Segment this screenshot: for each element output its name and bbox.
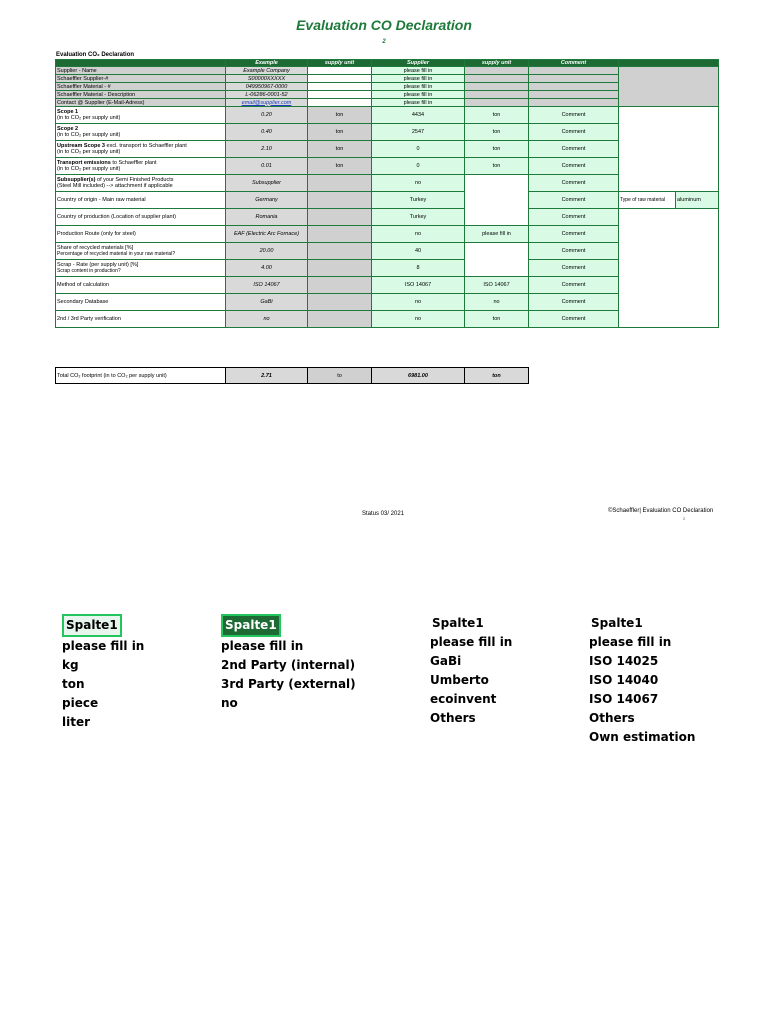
row-label: Contact @ Supplier (E-Mail-Adress) — [56, 99, 226, 107]
supplier-field[interactable]: 40 — [372, 243, 465, 260]
example-email-link[interactable]: email@supplier.com — [241, 99, 292, 106]
unit-value: ton — [308, 124, 372, 141]
declaration-table — [55, 59, 719, 328]
row-sublabel: (in to CO₂ per supply unit) — [57, 166, 121, 172]
row-label: Supplier - Name — [56, 67, 226, 75]
supplier-field[interactable]: please fill in — [372, 83, 465, 91]
list-item[interactable]: ton — [62, 677, 85, 691]
comment-field[interactable]: Comment — [529, 141, 619, 158]
row-sublabel: (in to CO₂ per supply unit) — [57, 115, 121, 121]
table-row — [56, 67, 719, 75]
row-label: Scrap - Rate (per supply unit) [%] — [57, 262, 139, 268]
header-supply-unit: supply unit — [308, 60, 372, 67]
total-footprint-table — [55, 367, 529, 384]
supplier-field[interactable]: 4434 — [372, 107, 465, 124]
supplier-unit[interactable]: ton — [465, 141, 529, 158]
example-value: Subsupplier — [226, 175, 308, 192]
example-value: no — [226, 311, 308, 328]
example-value: 4.00 — [226, 260, 308, 277]
row-sublabel: Percentage of recycled material in your raw material? — [57, 251, 176, 257]
raw-material-type-value[interactable]: aluminum — [676, 192, 719, 209]
supplier-unit[interactable]: ton — [465, 311, 529, 328]
row-label: Subsupplier(s) — [57, 177, 96, 183]
example-value: 0.20 — [226, 107, 308, 124]
example-value: ISO 14067 — [226, 277, 308, 294]
list-item[interactable]: please fill in — [589, 635, 672, 649]
list-item[interactable]: 3rd Party (external) — [221, 677, 356, 691]
supplier-field[interactable]: Turkey — [372, 192, 465, 209]
list-item[interactable]: GaBi — [430, 654, 462, 668]
list-item[interactable]: kg — [62, 658, 79, 672]
example-value: S00000XXXXX — [226, 75, 308, 83]
example-value: 2.10 — [226, 141, 308, 158]
list-item[interactable]: liter — [62, 715, 91, 729]
example-value: 049950967-0000 — [226, 83, 308, 91]
example-value: 20.00 — [226, 243, 308, 260]
row-label-rest: to Schaeffler plant — [110, 160, 157, 166]
unit-value: ton — [308, 141, 372, 158]
table-header-row — [56, 60, 719, 67]
comment-field[interactable]: Comment — [529, 277, 619, 294]
list-header[interactable]: Spalte1 — [432, 616, 484, 630]
comment-field[interactable]: Comment — [529, 243, 619, 260]
list-item[interactable]: please fill in — [221, 639, 304, 653]
raw-material-type-label: Type of raw material — [619, 192, 676, 209]
verification-options-list — [221, 614, 356, 713]
supplier-field[interactable]: no — [372, 294, 465, 311]
supplier-field[interactable]: 0 — [372, 158, 465, 175]
header-comment: Comment — [529, 60, 619, 67]
example-value: Romania — [226, 209, 308, 226]
list-item[interactable]: Umberto — [430, 673, 489, 687]
supplier-field[interactable]: no — [372, 175, 465, 192]
supplier-unit[interactable]: please fill in — [465, 226, 529, 243]
table-row — [56, 107, 719, 124]
total-label: Total CO₂ footprint (in to CO₂ per supply unit) — [56, 368, 226, 384]
unit-value: ton — [308, 107, 372, 124]
list-header[interactable]: Spalte1 — [591, 616, 643, 630]
comment-field[interactable]: Comment — [529, 107, 619, 124]
example-value: Example Company — [226, 67, 308, 75]
supplier-field[interactable]: no — [372, 226, 465, 243]
total-supplier: 6981.00 — [372, 368, 465, 384]
footer-page-number: 2 — [683, 516, 686, 521]
row-sublabel: (in to CO₂ per supply unit) — [57, 149, 121, 155]
page-number: 2 — [382, 39, 386, 45]
example-value: EAF (Electric Arc Fornace) — [226, 226, 308, 243]
total-example: 2.71 — [226, 368, 308, 384]
list-header[interactable]: Spalte1 — [221, 614, 281, 637]
total-unit-2: ton — [465, 368, 529, 384]
row-label: Share of recycled materials [%] — [57, 245, 134, 251]
table-row — [56, 209, 719, 226]
list-item[interactable]: please fill in — [430, 635, 513, 649]
comment-field[interactable]: Comment — [529, 226, 619, 243]
comment-field[interactable]: Comment — [529, 209, 619, 226]
footer-text: ©Schaeffler| Evaluation CO Declaration — [608, 508, 714, 514]
supplier-field[interactable]: no — [372, 311, 465, 328]
header-example: Example — [226, 60, 308, 67]
row-label-rest: excl. transport to Schaeffler plant — [105, 143, 187, 149]
list-item[interactable]: 2nd Party (internal) — [221, 658, 356, 672]
status-text: Status 03/ 2021 — [362, 511, 405, 517]
row-label: Scope 2 — [57, 126, 79, 132]
row-label: Country of origin - Main raw material — [56, 192, 226, 209]
list-item[interactable]: Others — [430, 711, 476, 725]
list-item[interactable]: ISO 14040 — [589, 673, 659, 687]
row-label: Method of calculation — [56, 277, 226, 294]
comment-field[interactable]: Comment — [529, 192, 619, 209]
row-label: Country of production (Location of supplier plant) — [56, 209, 226, 226]
comment-field[interactable]: Comment — [529, 294, 619, 311]
example-value: L-06286-0001-52 — [226, 91, 308, 99]
row-label: Scope 1 — [57, 109, 79, 115]
supplier-field[interactable]: please fill in — [372, 75, 465, 83]
supplier-unit[interactable]: ton — [465, 158, 529, 175]
row-label: 2nd / 3rd Party verification — [56, 311, 226, 328]
comment-field[interactable]: Comment — [529, 311, 619, 328]
example-value: 0.40 — [226, 124, 308, 141]
list-item[interactable]: no — [221, 696, 238, 710]
supplier-field[interactable]: please fill in — [372, 91, 465, 99]
row-label-rest: of your Semi Finished Products — [95, 177, 174, 183]
row-label: Secondary Database — [56, 294, 226, 311]
header-supplier: Supplier — [372, 60, 465, 67]
row-label: Upstream Scope 3 — [57, 143, 105, 149]
total-row — [56, 368, 529, 384]
list-item[interactable]: ISO 14067 — [589, 692, 659, 706]
row-label: Schaeffler Supplier-# — [56, 75, 226, 83]
example-value: Germany — [226, 192, 308, 209]
list-item[interactable]: ecoinvent — [430, 692, 497, 706]
row-label: Transport emissions — [57, 160, 111, 166]
header-supply-unit-2: supply unit — [465, 60, 529, 67]
unit-value: ton — [308, 158, 372, 175]
comment-field[interactable]: Comment — [529, 260, 619, 277]
list-item[interactable]: Others — [589, 711, 635, 725]
supplier-field[interactable]: Turkey — [372, 209, 465, 226]
supplier-unit[interactable]: ton — [465, 107, 529, 124]
row-label: Production Route (only for steel) — [56, 226, 226, 243]
supplier-unit[interactable]: ISO 14067 — [465, 277, 529, 294]
supplier-field[interactable]: please fill in — [372, 67, 465, 75]
database-options-list — [430, 614, 512, 728]
comment-field[interactable]: Comment — [529, 175, 619, 192]
supplier-unit[interactable]: ton — [465, 124, 529, 141]
row-label: Schaeffler Material - # — [56, 83, 226, 91]
list-item[interactable]: piece — [62, 696, 99, 710]
supplier-unit[interactable]: no — [465, 294, 529, 311]
row-sublabel: Scrap content in production? — [57, 268, 121, 274]
supplier-field[interactable]: please fill in — [372, 99, 465, 107]
example-value: 0.01 — [226, 158, 308, 175]
unit-options-list — [62, 614, 144, 732]
supplier-field[interactable]: 8 — [372, 260, 465, 277]
list-item[interactable]: ISO 14025 — [589, 654, 659, 668]
table-caption: Evaluation CO₂ Declaration — [56, 52, 135, 58]
table-row — [56, 192, 719, 209]
supplier-field[interactable]: 0 — [372, 141, 465, 158]
row-label: Schaeffler Material - Description — [56, 91, 226, 99]
document-title: Evaluation CO Declaration — [296, 17, 472, 33]
example-value: GaBi — [226, 294, 308, 311]
comment-field[interactable]: Comment — [529, 124, 619, 141]
list-item[interactable]: Own estimation — [589, 730, 696, 744]
supplier-field[interactable]: 2547 — [372, 124, 465, 141]
row-sublabel: (in to CO₂ per supply unit) — [57, 132, 121, 138]
row-sublabel: (Steel Mill included) --> attachment if applicable — [57, 183, 173, 189]
method-options-list — [589, 614, 695, 747]
total-unit: to — [308, 368, 372, 384]
list-item[interactable]: please fill in — [62, 639, 145, 653]
supplier-field[interactable]: ISO 14067 — [372, 277, 465, 294]
comment-field[interactable]: Comment — [529, 158, 619, 175]
list-header[interactable]: Spalte1 — [62, 614, 122, 637]
